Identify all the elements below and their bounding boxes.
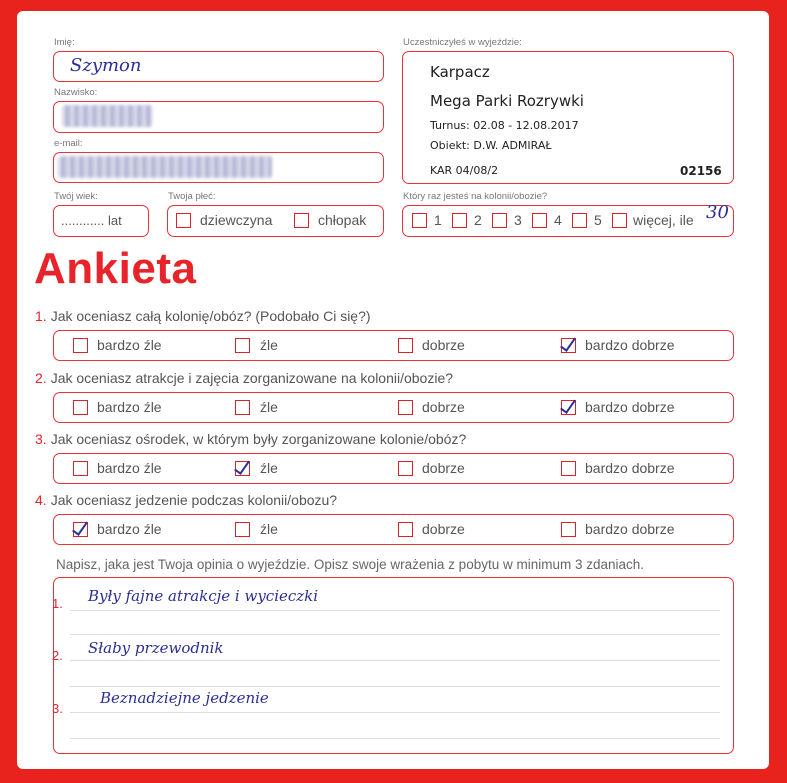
ktory-raz-value: 30 xyxy=(706,202,729,223)
opinion-prompt: Napisz, jaka jest Twoja opinia o wyjeździe. Opisz swoje wrażenia z pobytu w minimum 3 zdaniach. xyxy=(56,557,645,572)
question-2-option-checkbox[interactable] xyxy=(398,400,413,415)
redacted-email xyxy=(58,156,272,178)
trip-turnus: Turnus: 02.08 - 12.08.2017 xyxy=(430,119,579,132)
ktory-raz-4-label: 4 xyxy=(554,212,562,228)
question-3-option-label: bardzo dobrze xyxy=(585,460,675,476)
opinion-line xyxy=(70,660,720,661)
question-4-option-checkbox[interactable] xyxy=(73,522,88,537)
question-4-option-label: dobrze xyxy=(422,521,465,537)
ktory-raz-2-checkbox[interactable] xyxy=(452,213,467,228)
question-1-option-label: bardzo źle xyxy=(97,337,162,353)
question-1-option-label: dobrze xyxy=(422,337,465,353)
question-1-option-label: bardzo dobrze xyxy=(585,337,675,353)
question-3-option-checkbox[interactable] xyxy=(398,461,413,476)
question-4-option-checkbox[interactable] xyxy=(398,522,413,537)
wiek-label: Twój wiek: xyxy=(54,191,98,202)
redacted-surname xyxy=(62,105,152,127)
opinion-number-2: 2. xyxy=(52,648,63,663)
plec-dziewczyna-checkbox[interactable] xyxy=(176,213,191,228)
question-4-option-label: źle xyxy=(260,521,278,537)
plec-chlopak-checkbox[interactable] xyxy=(294,213,309,228)
survey-title: Ankieta xyxy=(34,244,197,293)
opinion-line xyxy=(70,738,720,739)
opinion-answer-2: Słaby przewodnik xyxy=(88,639,224,657)
question-number: 3. xyxy=(35,431,47,447)
question-3-option-label: bardzo źle xyxy=(97,460,162,476)
question-2-option-label: bardzo źle xyxy=(97,399,162,415)
question-1-text xyxy=(35,308,371,324)
question-label: Jak oceniasz atrakcje i zajęcia zorganizowane na kolonii/obozie? xyxy=(50,370,454,386)
ktory-raz-1-label: 1 xyxy=(434,212,442,228)
plec-label: Twoja płeć: xyxy=(168,191,216,202)
imie-value: Szymon xyxy=(70,55,142,76)
ktory-raz-5-label: 5 xyxy=(594,212,602,228)
question-4-text xyxy=(35,492,337,508)
question-4-option-label: bardzo dobrze xyxy=(585,521,675,537)
ktory-raz-wiecej-checkbox[interactable] xyxy=(612,213,627,228)
question-label: Jak oceniasz ośrodek, w którym były zorganizowane kolonie/obóz? xyxy=(50,431,467,447)
question-3-option-label: źle xyxy=(260,460,278,476)
question-2-option-label: bardzo dobrze xyxy=(585,399,675,415)
imie-label: Imię: xyxy=(54,37,75,48)
question-4-option-checkbox[interactable] xyxy=(235,522,250,537)
ktory-raz-1-checkbox[interactable] xyxy=(412,213,427,228)
trip-place: Karpacz xyxy=(430,63,490,81)
ktory-raz-3-label: 3 xyxy=(514,212,522,228)
nazwisko-label: Nazwisko: xyxy=(54,87,98,98)
question-4-option-checkbox[interactable] xyxy=(561,522,576,537)
opinion-number-1: 1. xyxy=(52,596,63,611)
plec-dziewczyna-label: dziewczyna xyxy=(200,212,273,228)
ktory-raz-3-checkbox[interactable] xyxy=(492,213,507,228)
trip-park: Mega Parki Rozrywki xyxy=(430,92,584,110)
opinion-line xyxy=(70,634,720,635)
ktory-raz-label: Który raz jesteś na kolonii/obozie? xyxy=(403,191,548,202)
opinion-answer-3: Beznadziejne jedzenie xyxy=(100,689,269,707)
uczestnik-label: Uczestniczyłeś w wyjeździe: xyxy=(403,37,522,48)
ktory-raz-2-label: 2 xyxy=(474,212,482,228)
question-2-option-checkbox[interactable] xyxy=(235,400,250,415)
question-2-option-checkbox[interactable] xyxy=(73,400,88,415)
question-3-option-checkbox[interactable] xyxy=(235,461,250,476)
question-1-option-checkbox[interactable] xyxy=(561,338,576,353)
opinion-line xyxy=(70,610,720,611)
question-2-option-checkbox[interactable] xyxy=(561,400,576,415)
question-3-option-label: dobrze xyxy=(422,460,465,476)
ktory-raz-5-checkbox[interactable] xyxy=(572,213,587,228)
email-label: e-mail: xyxy=(54,138,83,149)
question-1-option-checkbox[interactable] xyxy=(73,338,88,353)
question-number: 4. xyxy=(35,492,47,508)
trip-number: 02156 xyxy=(680,164,722,178)
question-1-option-checkbox[interactable] xyxy=(398,338,413,353)
question-1-option-label: źle xyxy=(260,337,278,353)
ktory-raz-wiecej-label: więcej, ile xyxy=(633,212,694,228)
question-3-option-checkbox[interactable] xyxy=(561,461,576,476)
trip-obiekt: Obiekt: D.W. ADMIRAŁ xyxy=(430,139,552,152)
question-number: 1. xyxy=(35,308,47,324)
opinion-number-3: 3. xyxy=(52,701,63,716)
opinion-line xyxy=(70,686,720,687)
opinion-line xyxy=(70,712,720,713)
ktory-raz-4-checkbox[interactable] xyxy=(532,213,547,228)
question-2-option-label: dobrze xyxy=(422,399,465,415)
question-2-text xyxy=(35,370,453,386)
question-3-option-checkbox[interactable] xyxy=(73,461,88,476)
question-number: 2. xyxy=(35,370,47,386)
question-label: Jak oceniasz jedzenie podczas kolonii/obozu? xyxy=(50,492,338,508)
trip-code: KAR 04/08/2 xyxy=(430,164,499,177)
question-4-option-label: bardzo źle xyxy=(97,521,162,537)
question-label: Jak oceniasz całą kolonię/obóz? (Podobało Ci się?) xyxy=(50,308,371,324)
question-1-option-checkbox[interactable] xyxy=(235,338,250,353)
question-2-option-label: źle xyxy=(260,399,278,415)
question-3-text xyxy=(35,431,466,447)
wiek-value: ............ lat xyxy=(61,213,122,228)
opinion-answer-1: Były fajne atrakcje i wycieczki xyxy=(88,587,319,605)
plec-chlopak-label: chłopak xyxy=(318,212,367,228)
